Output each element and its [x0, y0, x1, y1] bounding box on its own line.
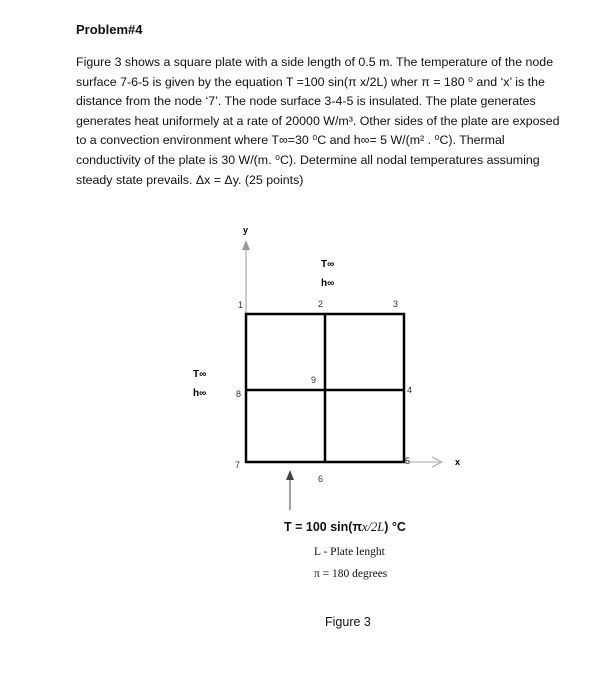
node-8-label: 8: [236, 389, 242, 399]
equation-pi: π: [352, 520, 363, 534]
node-9-label: 9: [311, 375, 317, 385]
node-7-label: 7: [235, 460, 241, 470]
node-5-label: 5: [405, 456, 411, 466]
statement-line-7: steady state prevails. Δx = Δy. (25 points): [76, 172, 304, 187]
top-t-infinity: T∞: [321, 259, 335, 270]
problem-title: Problem#4: [76, 22, 143, 37]
y-axis-label: y: [243, 225, 249, 235]
statement-line-4: generates heat uniformely at a rate of 20000 W/m³. Other sides of the plate are exposed: [76, 113, 560, 128]
boundary-equation: [284, 520, 406, 535]
statement-line-2: surface 7-6-5 is given by the equation T =100 sin(π x/2L) wher π = 180 ⁰ and ‘x’ is the: [76, 74, 545, 89]
x-axis-label: x: [455, 457, 461, 467]
statement-line-3: distance from the node ‘7’. The node surface 3-4-5 is insulated. The plate generates: [76, 94, 536, 109]
top-h-infinity: h∞: [321, 278, 335, 289]
left-h-infinity: h∞: [193, 388, 207, 399]
left-t-infinity: T∞: [193, 369, 207, 380]
pi-degrees-note: π = 180 degrees: [314, 568, 388, 580]
node-2-label: 2: [318, 299, 324, 309]
node-1-label: 1: [238, 300, 244, 310]
equation-prefix: T = 100 sin(: [284, 520, 353, 534]
statement-line-1: Figure 3 shows a square plate with a side length of 0.5 m. The temperature of the node: [76, 55, 554, 69]
figure-caption: Figure 3: [325, 615, 371, 629]
node-4-label: 4: [407, 385, 413, 395]
origin-arrow-icon: [286, 470, 294, 480]
y-axis-arrow-icon: [242, 240, 250, 250]
node-3-label: 3: [393, 299, 399, 309]
equation-suffix: ) °C: [384, 520, 406, 534]
plate-length-note: L - Plate lenght: [314, 546, 385, 558]
equation-argument: x/2L: [362, 520, 385, 534]
statement-line-6: conductivity of the plate is 30 W/(m. ⁰C). Determine all nodal temperatures assuming: [76, 152, 540, 167]
statement-line-5: to a convection environment where T∞=30 ⁰C and h∞= 5 W/(m² . ⁰C). Thermal: [76, 133, 505, 148]
node-6-label: 6: [318, 474, 324, 484]
